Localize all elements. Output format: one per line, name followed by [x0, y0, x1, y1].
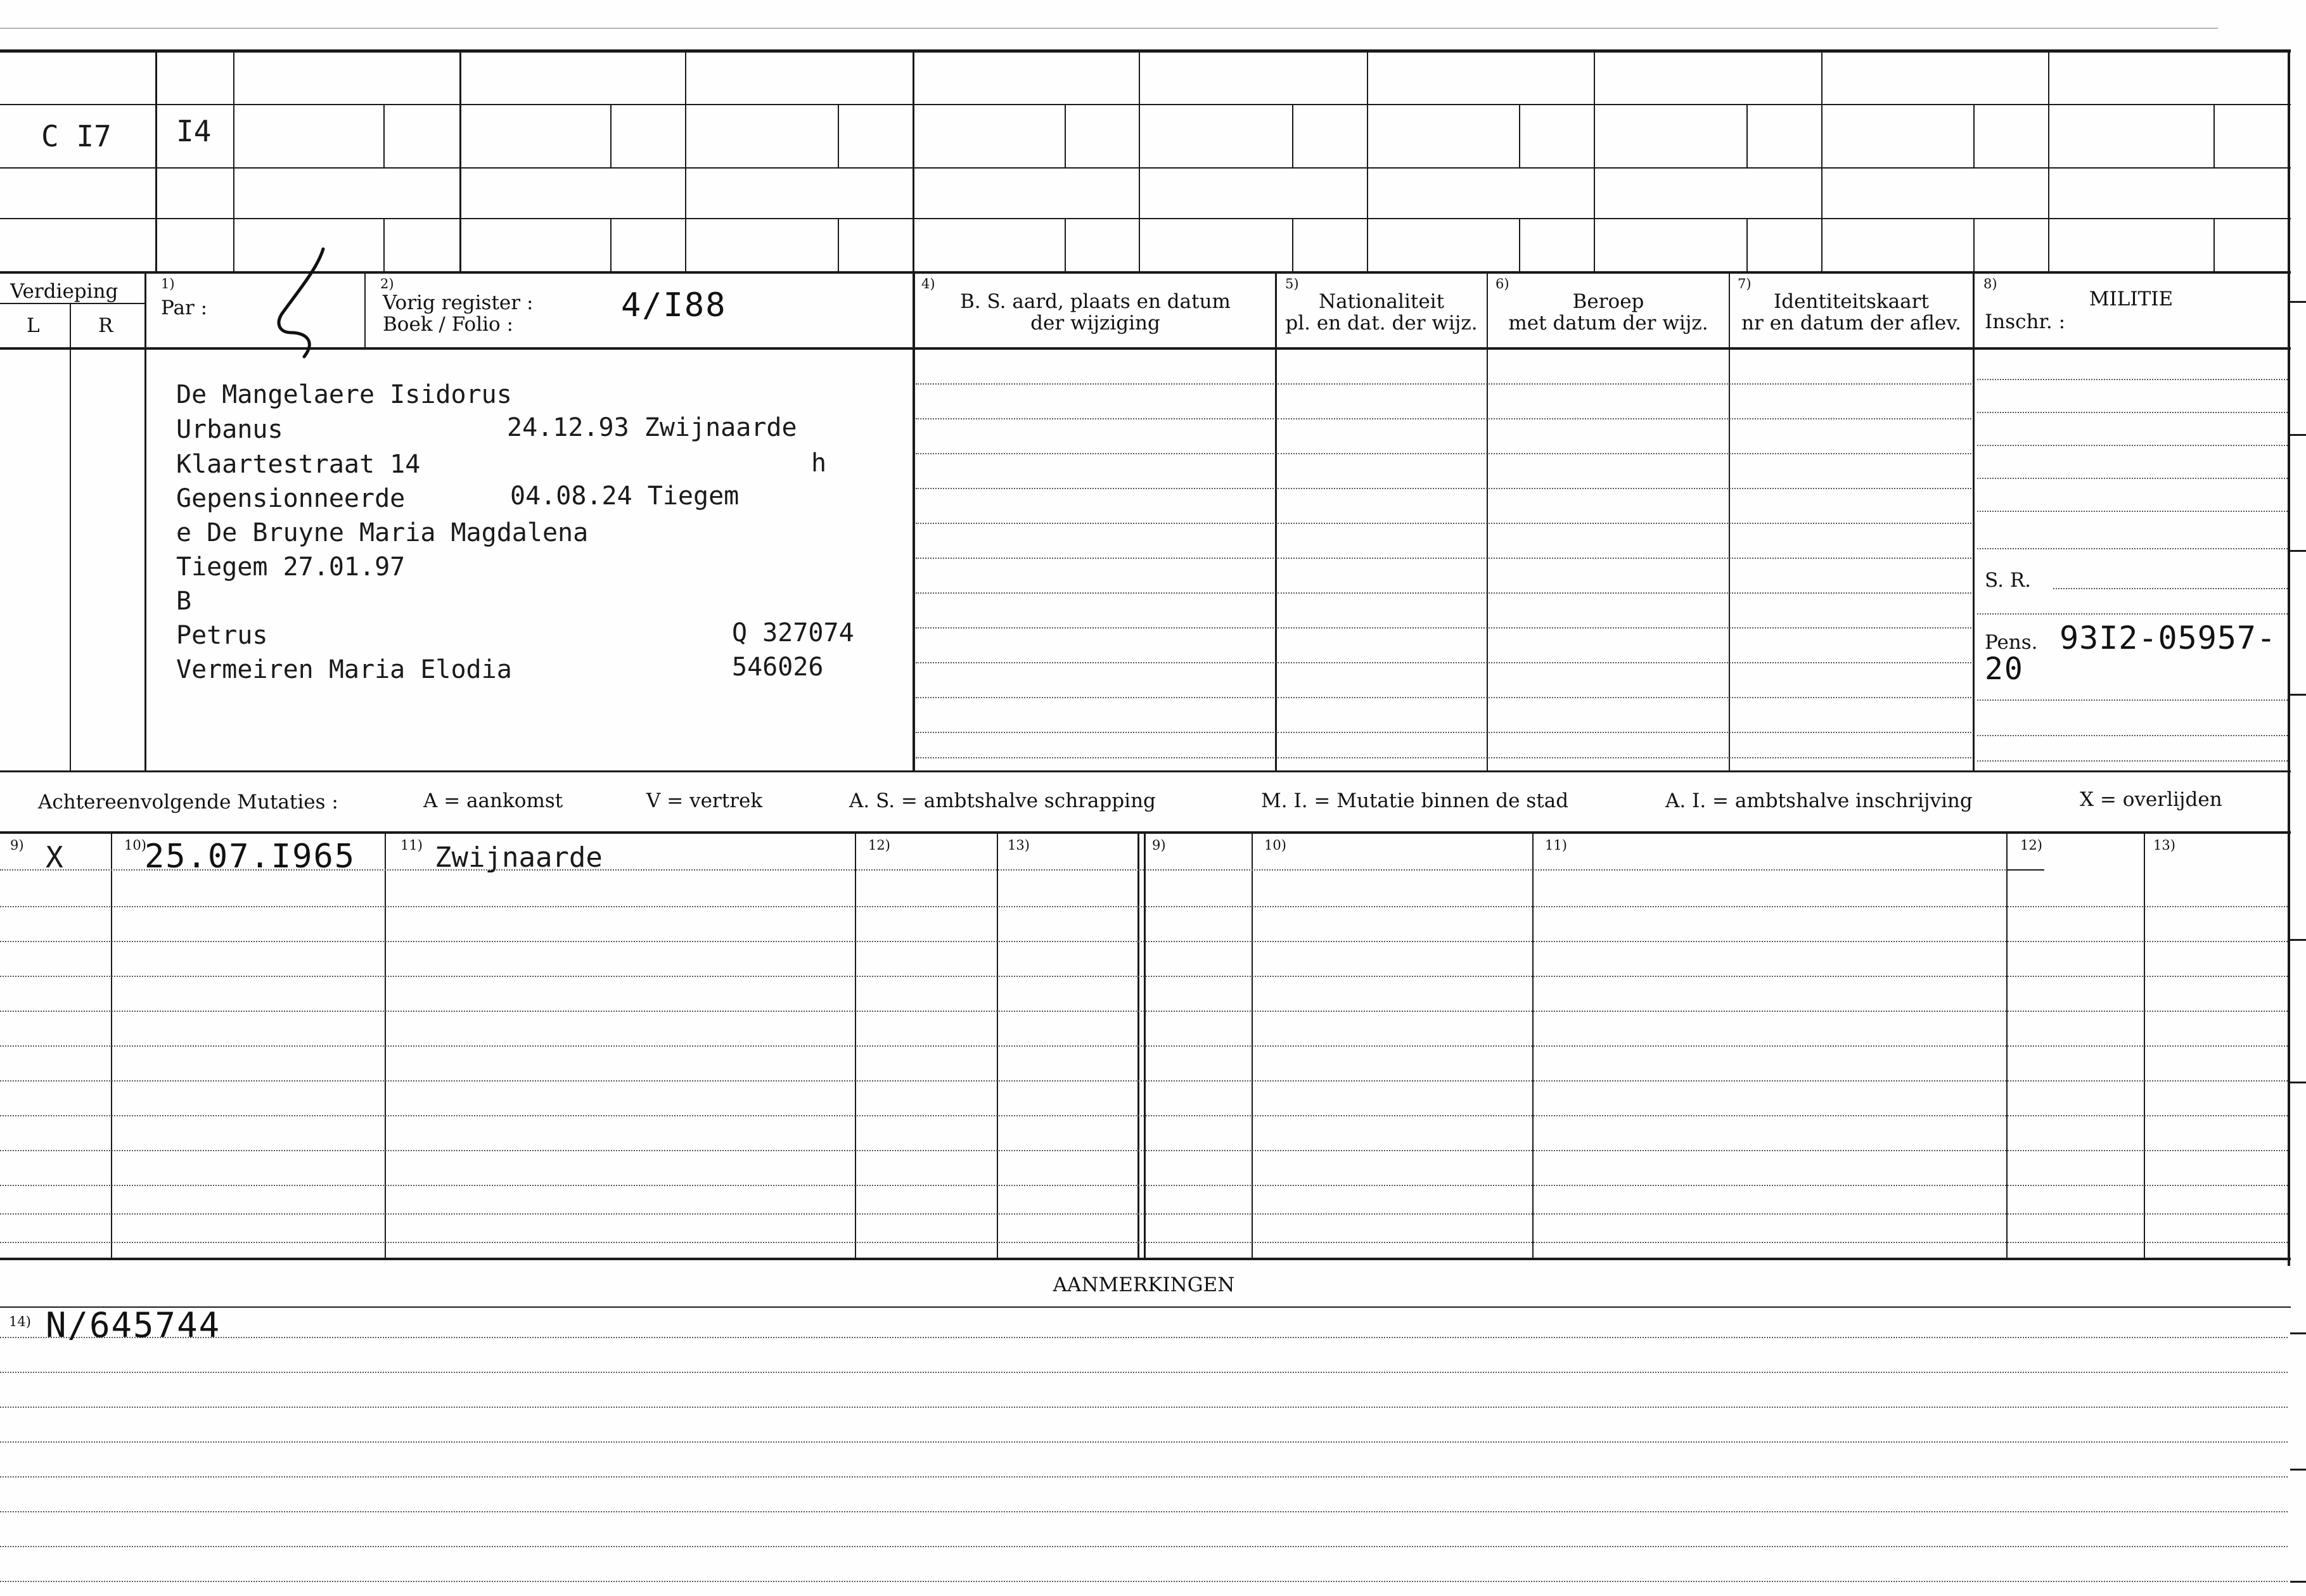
- person-line: Vermeiren Maria Elodia: [176, 655, 512, 684]
- mutaties-title: Achtereenvolgende Mutaties :: [38, 791, 338, 814]
- person-line: Gepensionneerde: [176, 484, 406, 513]
- person-line-detail: Q 327074: [732, 618, 854, 648]
- person-line: e De Bruyne Maria Magdalena: [176, 518, 589, 547]
- card-code: C I7: [41, 119, 112, 153]
- par-label: Par :: [161, 297, 208, 319]
- legend-item: A. I. = ambtshalve inschrijving: [1665, 789, 1973, 812]
- mutation-col-left: 10): [124, 838, 146, 853]
- bs-header-line1: B. S. aard, plaats en datum: [960, 290, 1231, 313]
- remarks-value: N/645744: [46, 1305, 221, 1345]
- inschr-label: Inschr. :: [1985, 310, 2066, 333]
- column-l-label: L: [27, 314, 40, 337]
- mutation-code: X: [46, 840, 63, 874]
- mutation-col-right: 9): [1152, 838, 1166, 853]
- person-line-detail: 04.08.24 Tiegem: [510, 482, 740, 511]
- person-line: Klaartestraat 14: [176, 450, 421, 479]
- person-line: Tiegem 27.01.97: [176, 552, 406, 582]
- person-line-detail: 546026: [732, 653, 824, 682]
- pens-number-suffix: 20: [1985, 651, 2024, 687]
- column-r-label: R: [98, 314, 113, 337]
- beroep-header-line2: met datum der wijz.: [1508, 312, 1708, 335]
- mutation-col-right: 13): [2153, 838, 2175, 853]
- person-line-detail: 24.12.93 Zwijnaarde: [507, 413, 797, 442]
- footnote-8: 8): [1983, 276, 1997, 291]
- legend-item: M. I. = Mutatie binnen de stad: [1261, 789, 1569, 812]
- legend-item: A = aankomst: [423, 789, 563, 812]
- person-line: Petrus: [176, 621, 268, 650]
- person-line: Urbanus: [176, 415, 283, 444]
- bs-header-line2: der wijziging: [1030, 312, 1160, 335]
- nationaliteit-header-line1: Nationaliteit: [1318, 290, 1445, 313]
- legend-item: X = overlijden: [2080, 788, 2222, 811]
- vorig-register-value: 4/I88: [621, 286, 727, 324]
- card-subcode: I4: [176, 114, 212, 148]
- mutation-col-left: 12): [868, 838, 890, 853]
- legend-item: V = vertrek: [646, 789, 763, 812]
- signature-mark: [253, 244, 336, 364]
- legend-item: A. S. = ambtshalve schrapping: [849, 789, 1156, 812]
- footnote-14: 14): [9, 1314, 31, 1329]
- identiteit-header-line1: Identiteitskaart: [1774, 290, 1929, 313]
- footnote-6: 6): [1496, 276, 1509, 291]
- mutation-place: Zwijnaarde: [435, 841, 603, 874]
- identiteit-header-line2: nr en datum der aflev.: [1741, 312, 1961, 335]
- boek-folio-label: Boek / Folio :: [383, 313, 513, 336]
- footnote-4: 4): [921, 276, 935, 291]
- footnote-2: 2): [380, 276, 394, 291]
- mutation-date: 25.07.I965: [144, 838, 356, 876]
- person-line: B: [176, 587, 192, 616]
- verdieping-label: Verdieping: [10, 280, 119, 303]
- mutation-col-left: 13): [1008, 838, 1030, 853]
- person-line: De Mangelaere Isidorus: [176, 380, 512, 409]
- footnote-5: 5): [1285, 276, 1299, 291]
- militie-header: MILITIE: [2089, 288, 2174, 310]
- footnote-1: 1): [161, 276, 175, 291]
- person-line-detail: h: [811, 449, 827, 478]
- pens-label: Pens.: [1985, 631, 2038, 654]
- mutation-col-left: 11): [400, 838, 423, 853]
- mutation-col-right: 12): [2020, 838, 2042, 853]
- vorig-register-label: Vorig register :: [383, 291, 534, 314]
- nationaliteit-header-line2: pl. en dat. der wijz.: [1285, 312, 1478, 335]
- footnote-7: 7): [1738, 276, 1752, 291]
- mutation-col-right: 10): [1264, 838, 1286, 853]
- sr-label: S. R.: [1985, 569, 2032, 592]
- mutation-col-right: 11): [1545, 838, 1567, 853]
- beroep-header-line1: Beroep: [1572, 290, 1644, 313]
- pens-number: 93I2-05957-: [2059, 620, 2277, 656]
- mutation-col-left: 9): [10, 838, 24, 853]
- remarks-title: AANMERKINGEN: [1053, 1274, 1235, 1296]
